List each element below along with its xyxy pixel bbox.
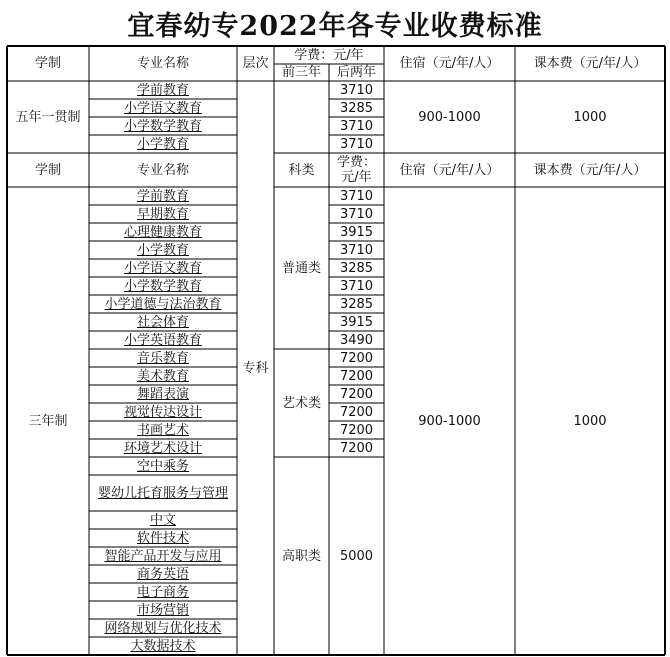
five-year-major: 小学语文教育 <box>123 100 202 116</box>
putong-major: 小学教育 <box>136 242 189 258</box>
putong-major: 学前教育 <box>136 188 189 204</box>
gaozhi-major: 空中乘务 <box>136 458 189 474</box>
putong-fee: 3915 <box>339 314 374 330</box>
gaozhi-major: 电子商务 <box>136 584 189 600</box>
putong-fee: 3915 <box>339 224 374 240</box>
header2-xuefei: 学费：元/年 <box>336 155 376 185</box>
category-yishu: 艺术类 <box>281 395 321 411</box>
five-year-major: 学前教育 <box>136 82 189 98</box>
yishu-major: 美术教育 <box>136 368 189 384</box>
header-qiansan: 前三年 <box>281 65 321 80</box>
five-year-major: 小学教育 <box>136 136 189 152</box>
putong-major: 小学英语教育 <box>123 332 202 348</box>
three-year-dorm: 900-1000 <box>418 413 481 429</box>
five-year-dorm: 900-1000 <box>418 109 481 125</box>
yishu-major: 视觉传达设计 <box>123 404 202 420</box>
level-zhuanke: 专科 <box>242 360 269 376</box>
header-cengci: 层次 <box>242 56 269 71</box>
gaozhi-major: 市场营销 <box>136 602 189 618</box>
five-year-fee: 3710 <box>339 118 374 134</box>
yishu-fee: 7200 <box>339 386 374 402</box>
page-title: 宜春幼专2022年各专业收费标准 <box>127 10 543 42</box>
putong-major: 小学语文教育 <box>123 260 202 276</box>
putong-fee: 3490 <box>339 332 374 348</box>
five-year-fee: 3710 <box>339 136 374 152</box>
header-houliang: 后两年 <box>336 65 376 80</box>
putong-fee: 3710 <box>339 242 374 258</box>
header-keben: 课本费（元/年/人） <box>533 56 647 71</box>
putong-major: 早期教育 <box>136 206 189 222</box>
three-year-books: 1000 <box>573 413 607 429</box>
putong-fee: 3285 <box>339 296 374 312</box>
yishu-fee: 7200 <box>339 350 374 366</box>
putong-fee: 3285 <box>339 260 374 276</box>
gaozhi-major: 智能产品开发与应用 <box>104 548 222 564</box>
yishu-major: 舞蹈表演 <box>136 386 189 402</box>
gaozhi-major: 网络规划与优化技术 <box>104 620 222 636</box>
yishu-major: 书画艺术 <box>136 422 189 438</box>
yishu-fee: 7200 <box>339 404 374 420</box>
header2-xuezhi: 学制 <box>34 162 61 178</box>
putong-major: 小学数学教育 <box>123 278 202 294</box>
yishu-major: 音乐教育 <box>136 350 189 366</box>
yishu-fee: 7200 <box>339 440 374 456</box>
header-xuefei: 学费：元/年 <box>294 47 364 63</box>
putong-major: 社会体育 <box>136 314 189 330</box>
five-year-major: 小学数学教育 <box>123 118 202 134</box>
putong-fee: 3710 <box>339 206 374 222</box>
five-year-books: 1000 <box>573 109 607 125</box>
gaozhi-major: 大数据技术 <box>130 638 196 654</box>
header-zhusu: 住宿（元/年/人） <box>399 56 500 71</box>
header2-zhusu: 住宿（元/年/人） <box>399 162 500 178</box>
yishu-fee: 7200 <box>339 368 374 384</box>
putong-fee: 3710 <box>339 278 374 294</box>
gaozhi-major: 中文 <box>149 512 176 528</box>
five-year-fee: 3285 <box>339 100 374 116</box>
header-zhuanye: 专业名称 <box>136 56 189 71</box>
gaozhi-major: 商务英语 <box>136 566 189 582</box>
yishu-fee: 7200 <box>339 422 374 438</box>
putong-fee: 3710 <box>339 188 374 204</box>
putong-major: 心理健康教育 <box>123 224 202 240</box>
header2-zhuanye: 专业名称 <box>136 162 189 178</box>
header2-keben: 课本费（元/年/人） <box>533 162 647 178</box>
yishu-major: 环境艺术设计 <box>123 440 202 456</box>
gaozhi-major: 婴幼儿托育服务与管理 <box>97 485 228 501</box>
three-year-label: 三年制 <box>28 413 68 429</box>
gaozhi-major: 软件技术 <box>136 530 189 546</box>
header2-kelei: 科类 <box>288 162 315 178</box>
five-year-label: 五年一贯制 <box>15 109 81 125</box>
five-year-fee: 3710 <box>339 82 374 98</box>
header-xuezhi: 学制 <box>34 56 61 71</box>
gaozhi-fee: 5000 <box>339 548 374 564</box>
category-gaozhi: 高职类 <box>281 548 321 564</box>
category-putong: 普通类 <box>281 260 321 276</box>
putong-major: 小学道德与法治教育 <box>104 296 222 312</box>
